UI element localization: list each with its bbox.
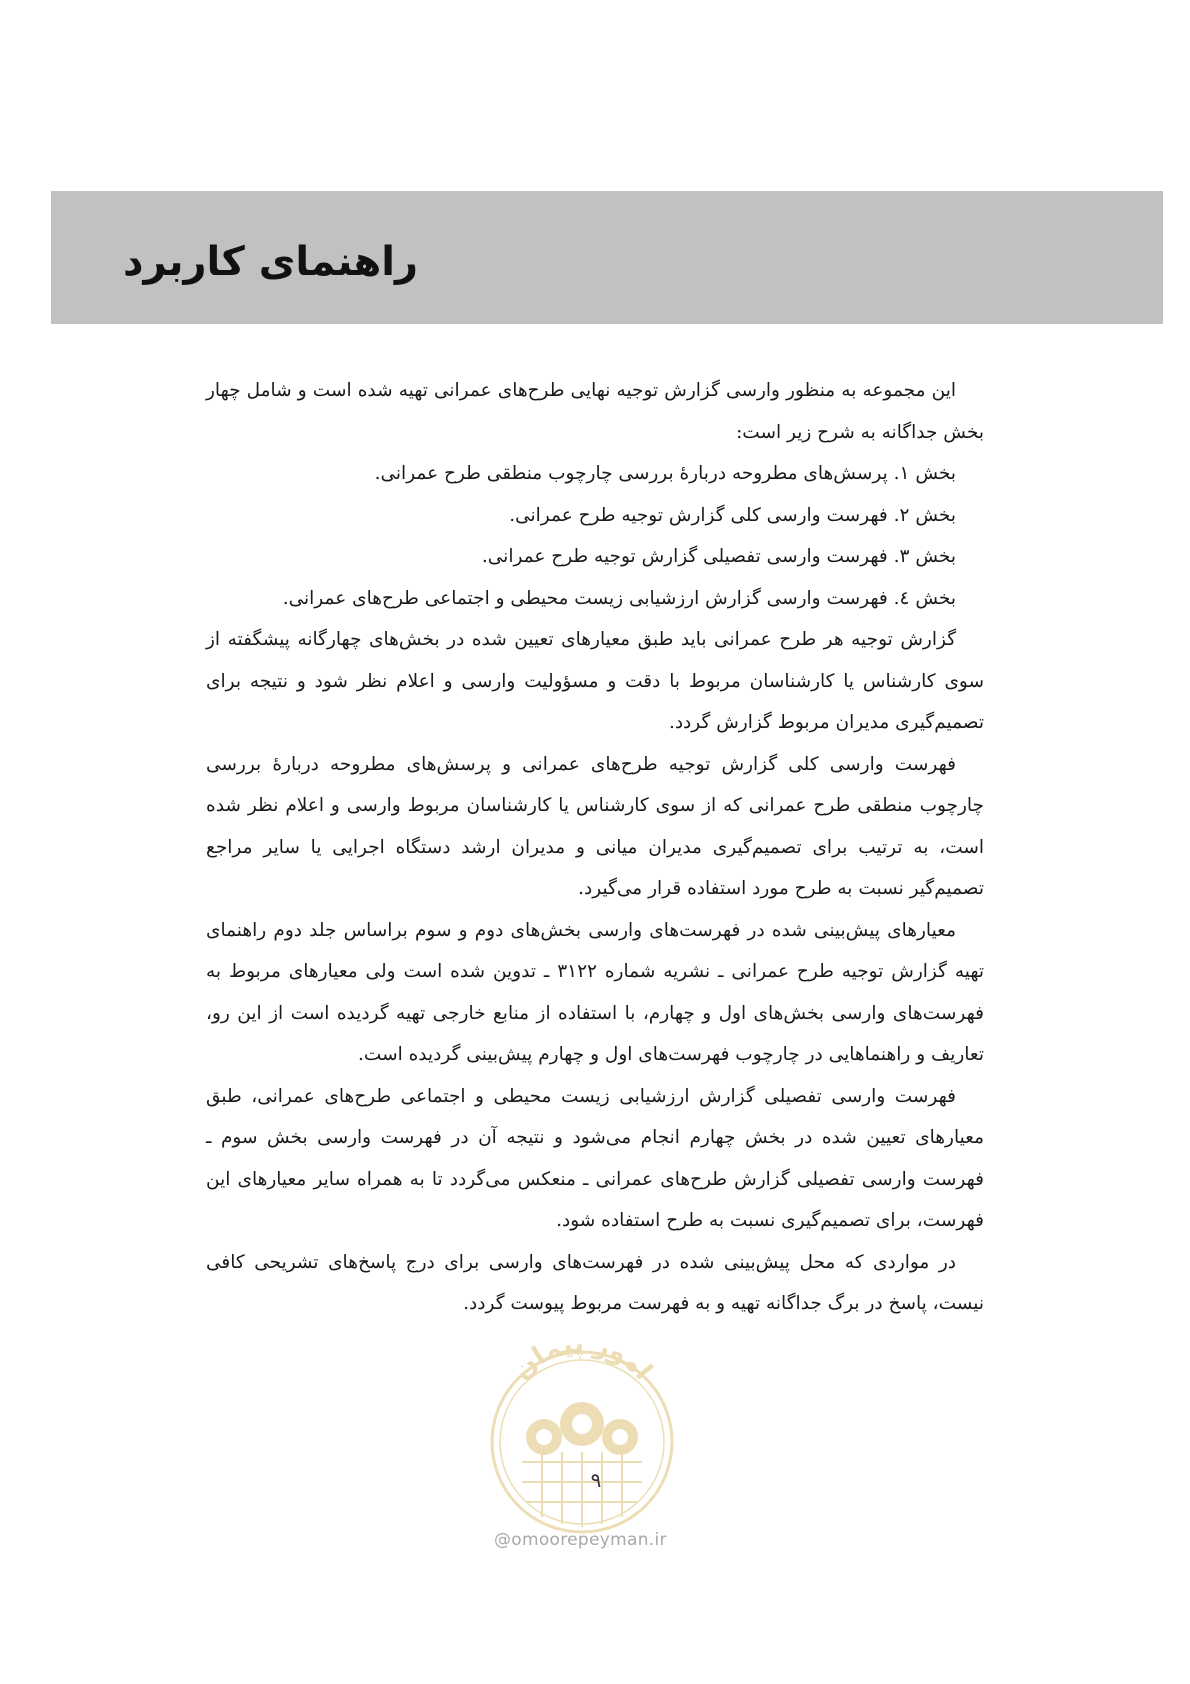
section-item-4: بخش ٤. فهرست وارسی گزارش ارزشیابی زیست محیطی و اجتماعی طرح‌های عمرانی. [282, 587, 956, 609]
paragraph-3: معیارهای پیش‌بینی شده در فهرست‌های وارسی بخش‌های دوم و سوم براساس جلد دوم راهنمای تهیه گزارش توجیه طرح عمرانی ـ نشریه شماره ۳۱۲۲ ـ تدوین شده است ولی معیارهای مربوط به فهرست‌های وارسی بخش‌های اول و چهارم، با استفاده از منابع خارجی تهیه گردیده است از این رو، تعاریف و راهنماهایی در چارچوب فهرست‌های اول و چهارم پیش‌بینی گردیده است. [206, 919, 984, 1065]
paragraph-4: فهرست وارسی تفصیلی گزارش ارزشیابی زیست محیطی و اجتماعی طرح‌های عمرانی، طبق معیارهای تعیین شده در بخش چهارم انجام می‌شود و نتیجه آن در فهرست وارسی بخش سوم ـ فهرست وارسی تفصیلی گزارش طرح‌های عمرانی ـ منعکس می‌گردد تا به همراه سایر معیارهای این فهرست، برای تصمیم‌گیری نسبت به طرح استفاده شود. [206, 1085, 984, 1231]
section-item-3: بخش ۳. فهرست وارسی تفصیلی گزارش توجیه طرح عمرانی. [481, 546, 956, 567]
page-title: راهنمای کاربرد [123, 239, 418, 285]
paragraph-2: فهرست وارسی کلی گزارش توجیه طرح‌های عمرانی و پرسش‌های مطروحه دربارهٔ بررسی چارچوب منطقی طرح عمرانی که از سوی کارشناس یا کارشناسان مربوط وارسی و اعلام نظر شده است، به ترتیب برای تصمیم‌گیری مدیران میانی و مدیران ارشد دستگاه اجرایی یا سایر مراجع تصمیم‌گیر نسبت به طرح مورد استفاده قرار می‌گیرد. [206, 753, 984, 899]
page-number: ۹ [590, 1468, 602, 1492]
section-list [206, 453, 984, 619]
site-credit: @omoorepeyman.ir [494, 1530, 667, 1550]
svg-text:امور پیمان [507, 1329, 658, 1386]
watermark-text: امور پیمان [506, 1328, 658, 1386]
paragraph-5: در مواردی که محل پیش‌بینی شده در فهرست‌های وارسی برای درج پاسخ‌های تشریحی کافی نیست، پاسخ در برگ جداگانه تهیه و به فهرست مربوط پیوست گردد. [206, 1251, 984, 1314]
section-item-2: بخش ۲. فهرست وارسی کلی گزارش توجیه طرح عمرانی. [509, 504, 956, 526]
section-item-1: بخش ۱. پرسش‌های مطروحه دربارهٔ بررسی چارچوب منطقی طرح عمرانی. [374, 463, 956, 484]
watermark-logo [482, 1312, 682, 1557]
paragraph-1: گزارش توجیه هر طرح عمرانی باید طبق معیارهای تعیین شده در بخش‌های چهارگانه پیشگفته از سوی کارشناس یا کارشناسان مربوط با دقت و مسؤولیت وارسی و اعلام نظر شود و نتیجه برای تصمیم‌گیری مدیران مربوط گزارش گردد. [206, 629, 984, 733]
intro-paragraph: این مجموعه به منظور وارسی گزارش توجیه نهایی طرح‌های عمرانی تهیه شده است و شامل چهار بخش جداگانه به شرح زیر است: [206, 380, 984, 443]
body-text [206, 370, 984, 1325]
